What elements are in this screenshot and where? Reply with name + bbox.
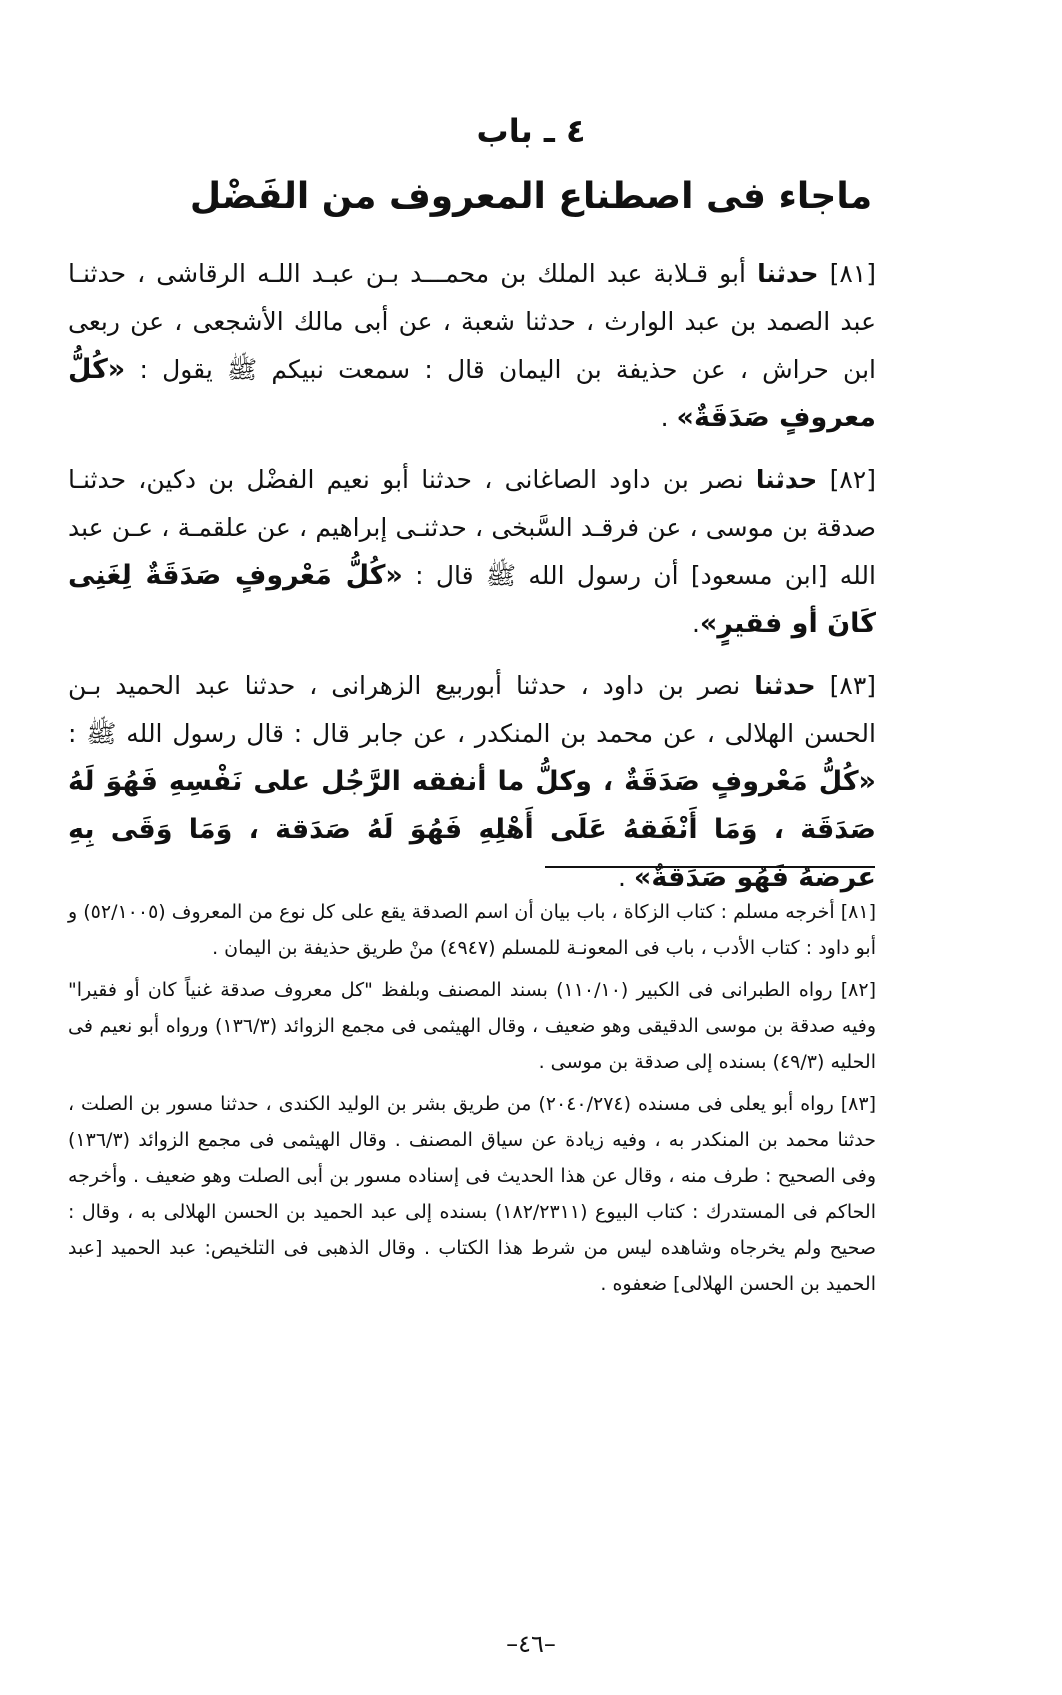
hadith-isnad: أبو قـلابة عبد الملك بن محمـــد بـن عبـد اللـه الرقاشى ، حدثنـا عبد الصمد بن عبد الوارث ، حدثنا شعبة ، عن أبى مالك الأشجعى ، عن ربعى ابن حراش ، عن حذيفة بن اليمان قال : سمعت نبيكم ﷺ يقول : — [68, 259, 876, 384]
footnote-ref: [٨٢] — [840, 979, 876, 1001]
hadith-tail: . — [691, 609, 700, 638]
hadith-isnad: نصر بن داود الصاغانى ، حدثنا أبو نعيم الفضْل بن دكين، حدثنـا صدقة بن موسى ، عن فرقـد السَّبخى ، حدثنـى إبراهيم ، عن علقمـة ، عـن عبد الله [ابن مسعود] أن رسول الله ﷺ قال : — [68, 465, 876, 590]
hadith-number: [٨١] — [829, 259, 876, 288]
hadith-lead: حدثنا — [755, 465, 818, 494]
main-text — [68, 250, 876, 916]
footnote-text: رواه الطبرانى فى الكبير (١١٠/١٠) بسند المصنف وبلفظ "كل معروف صدقة غنياً كان أو فقيرا" وفيه صدقة بن موسى الدقيقى وهو ضعيف ، وقال الهيثمى فى مجمع الزوائد (١٣٦/٣) ورواه أبو نعيم فى الحليه (٤٩/٣) بسنده إلى صدقة بن موسى . — [68, 979, 876, 1073]
hadith-lead: حدثنا — [754, 671, 816, 700]
footnote-83 — [68, 1086, 876, 1302]
footnote-82 — [68, 972, 876, 1080]
hadith-isnad: نصر بن داود ، حدثنا أبوربيع الزهرانى ، حدثنا عبد الحميد بـن الحسن الهلالى ، عن محمد بن المنكدر ، عن جابر قال : قال رسول الله ﷺ : — [68, 671, 876, 748]
hadith-tail: . — [660, 403, 677, 432]
footnotes — [68, 894, 876, 1308]
chapter-title: ماجاء فى اصطناع المعروف من الفَضْل — [189, 176, 873, 217]
hadith-81 — [68, 250, 876, 442]
chapter-number: ٤ ـ باب — [476, 112, 586, 150]
hadith-matn: «كُلُّ مَعْروفٍ صَدَقَةٌ ، وكلُّ ما أنفقه الرَّجُل على نَفْسِهِ فَهُوَ لَهُ صَدَقَة ، وَمَا أَنْفَقهُ عَلَى أَهْلِهِ فَهُوَ لَهُ صَدَقة ، وَمَا وَقَى بِهِ عرضهُ فَهُو صَدَقةٌ» — [68, 766, 876, 893]
footnote-81 — [68, 894, 876, 966]
hadith-matn: «كُلُّ مَعْروفٍ صَدَقَةٌ لِغَنِى كَانَ أو فقيرٍ» — [68, 560, 876, 639]
hadith-number: [٨٢] — [829, 465, 876, 494]
hadith-tail: . — [617, 863, 634, 892]
footnote-text: رواه أبو يعلى فى مسنده (٢٠٤٠/٢٧٤) من طريق بشر بن الوليد الكندى ، حدثنا مسور بن الصلت ، حدثنا محمد بن المنكدر به ، وفيه زيادة عن سياق المصنف . وقال الهيثمى فى مجمع الزوائد (١٣٦/٣) وفى الصحيح : طرف منه ، وقال عن هذا الحديث فى إسناده مسور بن أبى الصلت وهو ضعيف . وأخرجه الحاكم فى المستدرك : كتاب البيوع (١٨٢/٢٣١١) بسنده إلى عبد الحميد بن الحسن الهلالى به ، وقال : صحيح ولم يخرجاه وشاهده ليس من شرط هذا الكتاب . وقال الذهبى فى التلخيص: عبد الحميد [عبد الحميد بن الحسن الهلالى] ضعفوه . — [68, 1093, 876, 1295]
footnote-ref: [٨٣] — [840, 1093, 876, 1115]
hadith-lead: حدثنا — [757, 259, 819, 288]
footnote-text: أخرجه مسلم : كتاب الزكاة ، باب بيان أن اسم الصدقة يقع على كل نوع من المعروف (٥٢/١٠٠٥) و أبو داود : كتاب الأدب ، باب فى المعونـة للمسلم (٤٩٤٧) منْ طريق حذيفة بن اليمان . — [68, 901, 876, 959]
footnote-ref: [٨١] — [840, 901, 876, 923]
hadith-matn: «كُلُّ معروفٍ صَدَقَةٌ» — [68, 354, 876, 433]
hadith-82 — [68, 456, 876, 648]
hadith-number: [٨٣] — [829, 671, 877, 700]
footnote-separator — [545, 866, 875, 868]
page-number: –٤٦– — [506, 1630, 556, 1658]
